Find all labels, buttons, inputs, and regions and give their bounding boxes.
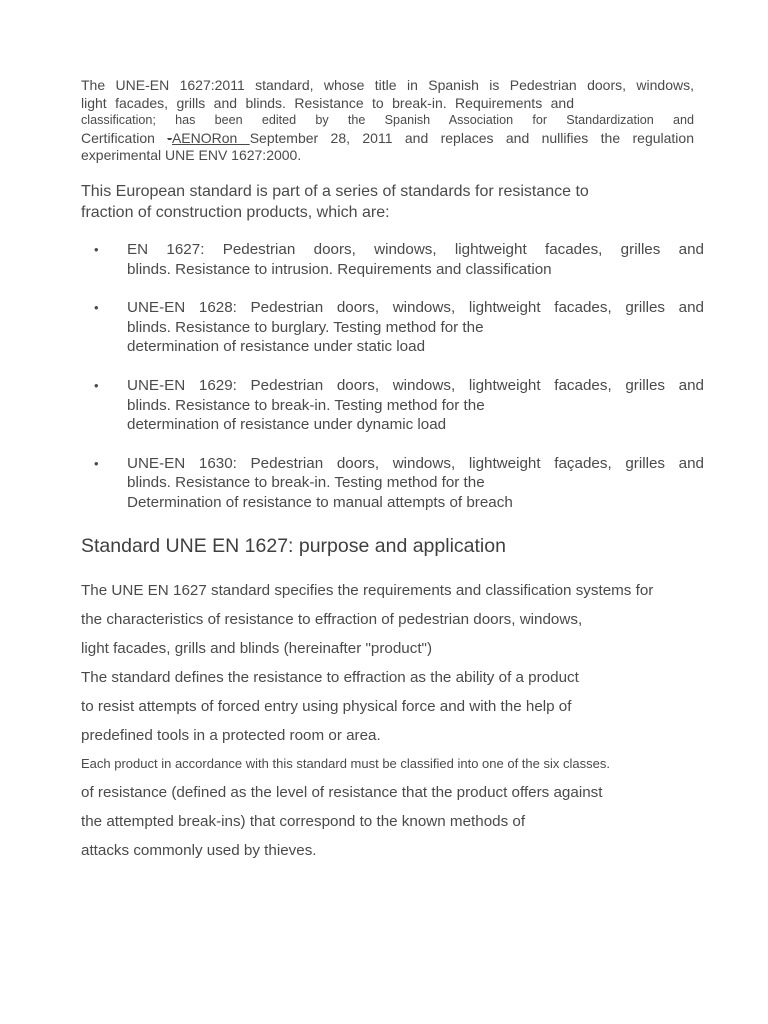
intro-line: experimental UNE ENV 1627:2000. [81,147,302,163]
list-item-line: blinds. Resistance to intrusion. Requirements and classification [127,260,552,278]
purpose-line: The standard defines the resistance to effraction as the ability of a product [81,669,579,686]
list-item-line: UNE-EN 1628: Pedestrian doors, windows, lightweight facades, grilles and [127,299,704,317]
list-item [81,298,704,357]
list-item-line: Determination of resistance to manual attempts of breach [127,493,513,511]
list-item-line: determination of resistance under static load [127,338,426,356]
section-heading: Standard UNE EN 1627: purpose and application [81,535,506,557]
purpose-line: attacks commonly used by thieves. [81,842,317,859]
purpose-line: predefined tools in a protected room or area. [81,727,381,744]
list-item-line: blinds. Resistance to break-in. Testing method for the [127,396,485,414]
standards-list [81,240,704,532]
bullet-icon: • [94,455,99,471]
bullet-icon: • [94,300,99,316]
series-line: This European standard is part of a series of standards for resistance to [81,183,589,200]
intro-line: light facades, grills and blinds. Resistance to break-in. Requirements and [81,94,574,111]
list-item-line: blinds. Resistance to break-in. Testing method for the [127,474,485,492]
list-item-line: blinds. Resistance to burglary. Testing method for the [127,318,484,336]
list-item-line: determination of resistance under dynamic load [127,416,447,434]
intro-line: Certification -AENORon September 28, 2011 and replaces and nullifies the regulation [81,129,694,146]
bullet-icon: • [94,377,99,393]
list-item-line: UNE-EN 1629: Pedestrian doors, windows, lightweight facades, grilles and [127,376,704,394]
purpose-line: the characteristics of resistance to effraction of pedestrian doors, windows, [81,611,583,628]
list-item [81,454,704,513]
bullet-icon: • [94,242,99,257]
purpose-line: to resist attempts of forced entry using physical force and with the help of [81,698,572,715]
purpose-paragraph [81,576,721,865]
list-item-line: EN 1627: Pedestrian doors, windows, lightweight facades, grilles and [127,241,704,258]
purpose-line: The UNE EN 1627 standard specifies the requirements and classification systems for [81,582,654,599]
intro-line: The UNE-EN 1627:2011 standard, whose title in Spanish is Pedestrian doors, windows, [81,77,694,93]
list-item [81,376,704,435]
intro-paragraph [81,77,694,165]
aenor-link[interactable]: AENORon [171,129,250,146]
purpose-line: Each product in accordance with this standard must be classified into one of the six classes. [81,756,610,771]
series-paragraph [81,181,681,223]
list-item-line: UNE-EN 1630: Pedestrian doors, windows, lightweight façades, grilles and [127,454,704,472]
intro-line: classification; has been edited by the Spanish Association for Standardization and [81,113,694,127]
series-line: fraction of construction products, which are: [81,204,390,221]
purpose-line: light facades, grills and blinds (hereinafter "product") [81,640,432,657]
list-item [81,240,704,279]
purpose-line: of resistance (defined as the level of resistance that the product offers against [81,784,603,801]
purpose-line: the attempted break-ins) that correspond to the known methods of [81,813,526,830]
